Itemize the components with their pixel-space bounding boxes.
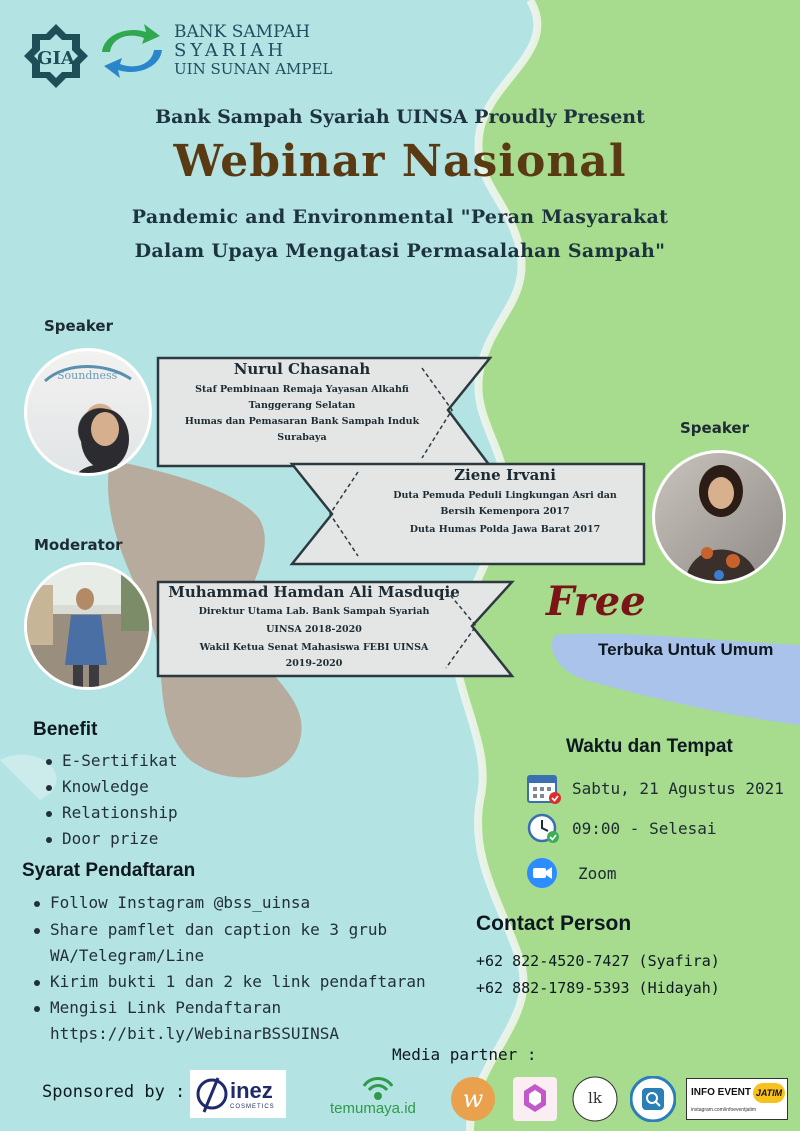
uinsa-logo-icon — [22, 22, 90, 90]
svg-text:GIA: GIA — [37, 48, 75, 69]
moderator-line-1: Direktur Utama Lab. Bank Sampah Syariah — [198, 606, 430, 617]
moderator-name: Muhammad Hamdan Ali Masduqie — [168, 583, 460, 601]
syarat-item-continued: WA/Telegram/Line — [50, 946, 205, 965]
media-partner-label: Media partner : — [392, 1045, 537, 1064]
info-event-jatim-logo — [686, 1078, 788, 1120]
contact-phone-1[interactable]: +62 822-4520-7427 (Syafira) — [476, 952, 720, 970]
syarat-heading: Syarat Pendaftaran — [22, 860, 196, 881]
jatim-badge: JATIM — [753, 1083, 785, 1103]
page-title: Webinar Nasional — [173, 136, 627, 187]
benefit-item: Relationship — [46, 803, 178, 822]
svg-text:Soundness: Soundness — [57, 369, 118, 382]
temumaya-icon — [360, 1074, 396, 1102]
subtitle-line-2: Dalam Upaya Mengatasi Permasalahan Sampah" — [134, 240, 666, 262]
speaker-1-line-1: Staf Pembinaan Remaja Yayasan Alkahfi — [195, 384, 409, 395]
syarat-item: Follow Instagram @bss_uinsa — [34, 893, 310, 912]
bullet-icon — [34, 928, 40, 934]
present-text: Bank Sampah Syariah UINSA Proudly Present — [155, 106, 645, 128]
moderator-line-3: Wakil Ketua Senat Mahasiswa FEBI UINSA — [199, 642, 429, 653]
speaker-1-line-4: Surabaya — [277, 432, 327, 443]
info-event-text: INFO EVENT — [691, 1087, 752, 1098]
speaker-2-photo — [652, 450, 786, 584]
benefit-item: E-Sertifikat — [46, 751, 178, 770]
pink-partner-logo-icon — [512, 1076, 558, 1122]
speaker-1-portrait-icon — [27, 351, 152, 476]
bullet-icon — [34, 901, 40, 907]
speaker-2-role: Speaker — [680, 419, 749, 437]
benefit-item: Knowledge — [46, 777, 149, 796]
recycle-logo-icon — [94, 22, 170, 80]
bullet-icon — [46, 811, 52, 817]
registration-link[interactable]: https://bit.ly/WebinarBSSUINSA — [50, 1024, 339, 1043]
speaker-1-role: Speaker — [44, 317, 113, 335]
calendar-icon — [526, 772, 562, 804]
event-time: 09:00 - Selesai — [572, 819, 717, 838]
lk-partner-logo-icon — [572, 1076, 618, 1122]
zoom-icon — [526, 857, 558, 889]
speaker-1-line-3: Humas dan Pemasaran Bank Sampah Induk — [184, 416, 420, 427]
speaker-2-line-1: Duta Pemuda Peduli Lingkungan Asri dan — [393, 490, 617, 501]
logo-line-2: SYARIAH — [174, 40, 288, 61]
logo-line-3: UIN SUNAN AMPEL — [174, 60, 333, 78]
svg-text:w: w — [462, 1085, 484, 1113]
moderator-photo — [24, 562, 152, 690]
info-event-sub: instagram.com/infoeventjatim — [691, 1107, 757, 1113]
speaker-2-line-3: Duta Humas Polda Jawa Barat 2017 — [409, 524, 601, 535]
contact-heading: Contact Person — [476, 912, 632, 935]
benefit-item: Door prize — [46, 829, 158, 848]
moderator-portrait-icon — [27, 565, 152, 690]
event-date: Sabtu, 21 Agustus 2021 — [572, 779, 784, 798]
speaker-2-name: Ziene Irvani — [454, 466, 556, 484]
syarat-item: Kirim bukti 1 dan 2 ke link pendaftaran — [34, 972, 426, 991]
subtitle-line-1: Pandemic and Environmental "Peran Masyarakat — [131, 206, 669, 228]
open-to-public-label: Terbuka Untuk Umum — [598, 640, 774, 659]
benefit-heading: Benefit — [33, 719, 98, 740]
bullet-icon — [46, 837, 52, 843]
speaker-2-line-2: Bersih Kemenpora 2017 — [440, 506, 570, 517]
sponsored-by-label: Sponsored by : — [42, 1082, 186, 1102]
bullet-icon — [34, 1006, 40, 1012]
svg-text:lk: lk — [588, 1089, 602, 1107]
free-label: Free — [546, 578, 646, 625]
inez-sub: COSMETICS — [230, 1104, 275, 1110]
speaker-1-name: Nurul Chasanah — [233, 360, 371, 378]
inez-logo — [190, 1070, 286, 1118]
contact-phone-2[interactable]: +62 882-1789-5393 (Hidayah) — [476, 979, 720, 997]
inez-name: inez — [230, 1078, 273, 1103]
speaker-1-photo — [24, 348, 152, 476]
moderator-line-4: 2019-2020 — [285, 658, 343, 669]
speaker-2-portrait-icon — [655, 453, 786, 584]
syarat-item: Share pamflet dan caption ke 3 grub — [34, 920, 387, 939]
w-partner-logo-icon — [450, 1076, 496, 1122]
logo-line-1: BANK SAMPAH — [174, 22, 311, 42]
bullet-icon — [46, 785, 52, 791]
search-partner-logo-icon — [630, 1076, 676, 1122]
bullet-icon — [34, 980, 40, 986]
moderator-line-2: UINSA 2018-2020 — [266, 624, 362, 635]
waktu-heading: Waktu dan Tempat — [566, 736, 733, 757]
moderator-role: Moderator — [34, 536, 123, 554]
bullet-icon — [46, 759, 52, 765]
syarat-item: Mengisi Link Pendaftaran — [34, 998, 281, 1017]
clock-icon — [526, 812, 562, 844]
temumaya-text: temumaya.id — [330, 1100, 416, 1117]
event-place: Zoom — [578, 864, 617, 883]
speaker-1-line-2: Tanggerang Selatan — [248, 400, 356, 411]
